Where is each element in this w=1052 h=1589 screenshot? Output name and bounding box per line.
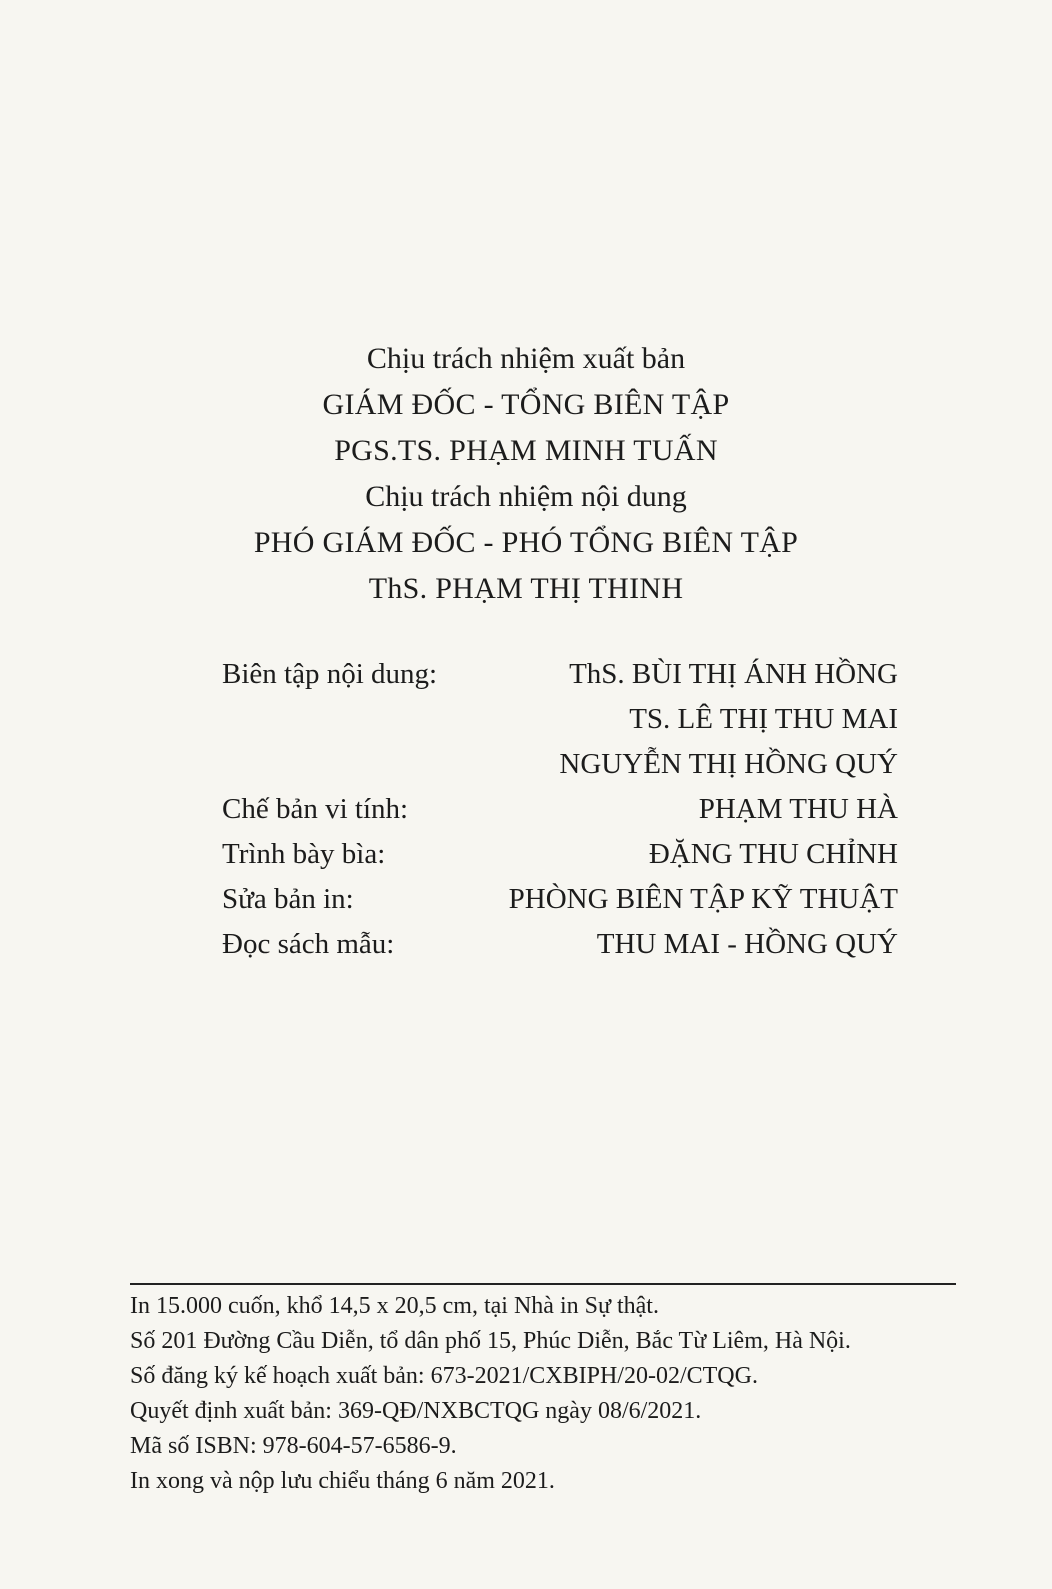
colophon-line: Quyết định xuất bản: 369-QĐ/NXBCTQG ngày 08/6/2021. [130, 1398, 702, 1424]
credit-row-content-editor [222, 652, 898, 697]
publishing-responsibility-label: Chịu trách nhiệm xuất bản [366, 342, 686, 375]
credit-role: Sửa bản in: [222, 883, 354, 915]
credit-role: Đọc sách mẫu: [222, 928, 395, 960]
credit-name: NGUYỄN THỊ HỒNG QUÝ [559, 748, 898, 780]
colophon-line: Số 201 Đường Cầu Diễn, tổ dân phố 15, Phúc Diễn, Bắc Từ Liêm, Hà Nội. [130, 1328, 851, 1354]
credit-row-typesetting [222, 787, 898, 832]
credit-name: TS. LÊ THỊ THU MAI [629, 703, 898, 735]
credit-role: Biên tập nội dung: [222, 658, 438, 690]
credit-row-proofreading [222, 877, 898, 922]
credit-row-content-editor-cont [222, 697, 898, 742]
credit-name: PHÒNG BIÊN TẬP KỸ THUẬT [508, 883, 898, 915]
colophon-line: Mã số ISBN: 978-604-57-6586-9. [130, 1433, 457, 1459]
credit-row-content-editor-cont [222, 742, 898, 787]
credit-row-sample-reading [222, 922, 898, 967]
credit-name: ĐẶNG THU CHỈNH [648, 838, 898, 870]
credit-name: PHẠM THU HÀ [698, 793, 898, 825]
publishing-responsibility-name: PGS.TS. PHẠM MINH TUẤN [334, 434, 718, 467]
credit-role: Chế bản vi tính: [222, 793, 409, 825]
credits-list [222, 652, 898, 967]
colophon-line: In 15.000 cuốn, khổ 14,5 x 20,5 cm, tại Nhà in Sự thật. [130, 1293, 659, 1319]
credit-name: ThS. BÙI THỊ ÁNH HỒNG [569, 658, 898, 690]
responsibility-block [0, 336, 1052, 612]
content-responsibility-title: PHÓ GIÁM ĐỐC - PHÓ TỔNG BIÊN TẬP [253, 526, 799, 559]
colophon [130, 1289, 1030, 1499]
credit-name: THU MAI - HỒNG QUÝ [596, 928, 898, 960]
credit-role: Trình bày bìa: [222, 838, 386, 870]
publishing-responsibility-title: GIÁM ĐỐC - TỔNG BIÊN TẬP [322, 388, 730, 421]
colophon-line: In xong và nộp lưu chiểu tháng 6 năm 2021. [130, 1468, 555, 1494]
colophon-line: Số đăng ký kế hoạch xuất bản: 673-2021/CXBIPH/20-02/CTQG. [130, 1363, 758, 1389]
content-responsibility-label: Chịu trách nhiệm nội dung [365, 480, 687, 513]
credit-row-cover-design [222, 832, 898, 877]
content-responsibility-name: ThS. PHẠM THỊ THINH [368, 572, 684, 605]
divider-rule [130, 1283, 956, 1285]
